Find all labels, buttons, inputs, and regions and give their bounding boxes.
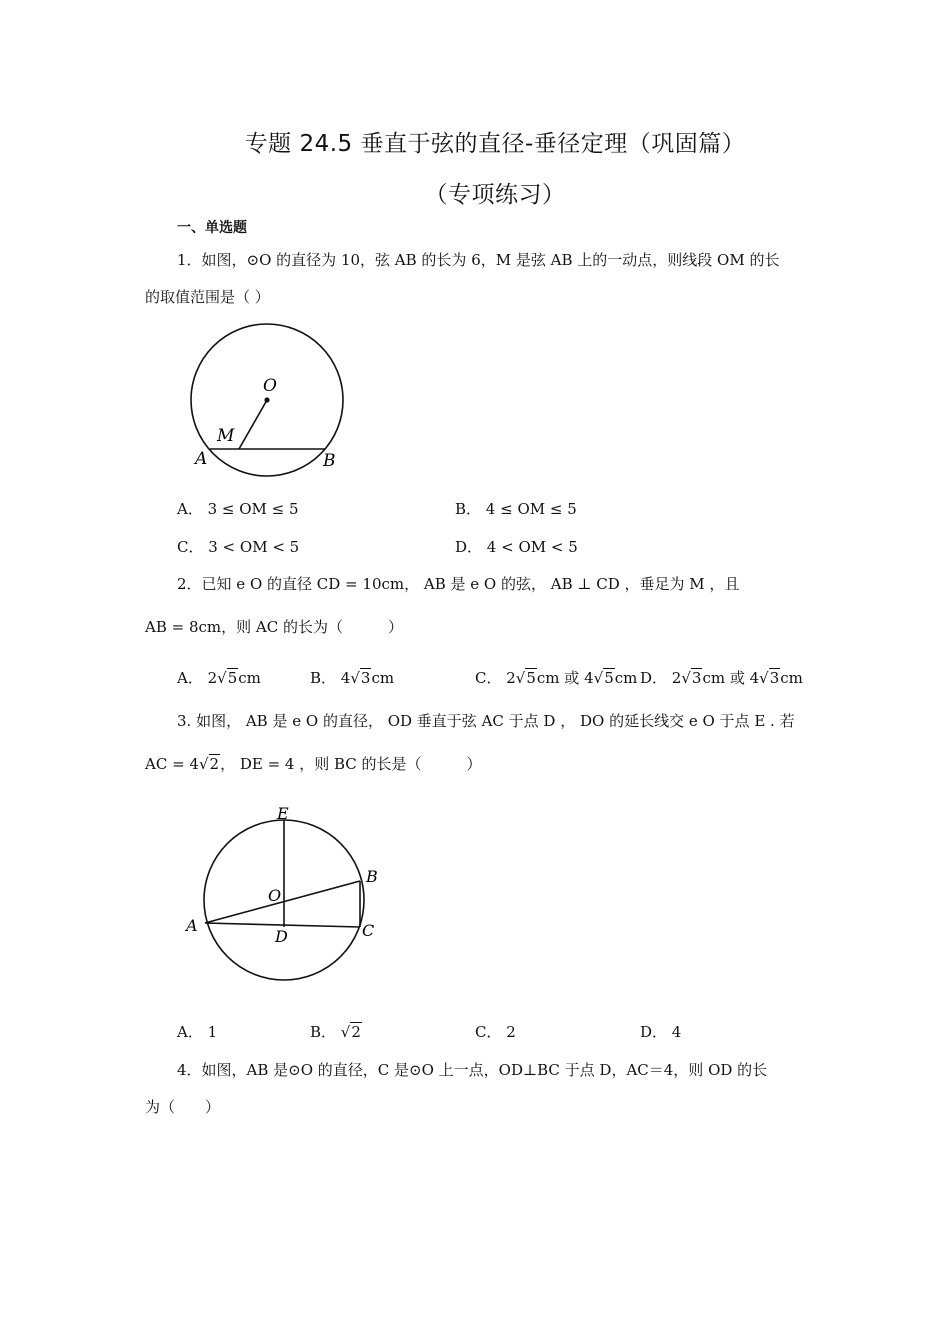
- q1-option-b[interactable]: B． 4 ≤ OM ≤ 5: [455, 500, 577, 518]
- sqrt-symbol: √5: [515, 669, 536, 687]
- q2-option-c[interactable]: [475, 667, 637, 688]
- q2-option-b-suffix: cm: [371, 669, 395, 687]
- q2-option-a-prefix: A． 2: [177, 669, 218, 687]
- sqrt-symbol: √5: [593, 669, 614, 687]
- q3-option-d[interactable]: D． 4: [640, 1023, 682, 1041]
- q2-stem-line2: AB = 8cm，则 AC 的长为（ ）: [145, 618, 403, 636]
- q3-stem-line2-prefix: AC = 4: [145, 755, 199, 773]
- q2-option-c-radicand2: 5: [604, 669, 614, 687]
- q2-option-b-prefix: B． 4: [310, 669, 351, 687]
- q2-option-c-suffix: cm: [614, 669, 638, 687]
- q2-option-d-prefix: D． 2: [640, 669, 682, 687]
- q4-stem-line1: 4．如图，AB 是⊙O 的直径，C 是⊙O 上一点，OD⊥BC 于点 D，AC＝4，则 OD 的长: [177, 1061, 768, 1079]
- document-subtitle: （专项练习）: [424, 182, 566, 208]
- q3-option-a[interactable]: A． 1: [177, 1023, 218, 1041]
- q3-option-b-radicand: 2: [351, 1023, 361, 1041]
- q3-label-e: E: [277, 804, 289, 823]
- q1-stem-line2: 的取值范围是（ ）: [145, 288, 270, 306]
- q2-option-d[interactable]: [640, 667, 803, 688]
- q3-label-c: C: [362, 921, 375, 940]
- q1-label-m: M: [217, 426, 235, 446]
- q1-option-c[interactable]: C． 3 < OM < 5: [177, 538, 300, 556]
- sqrt-symbol: √3: [759, 669, 780, 687]
- q2-option-a[interactable]: [177, 667, 261, 688]
- q1-option-a[interactable]: A． 3 ≤ OM ≤ 5: [177, 500, 299, 518]
- q2-option-d-mid: cm 或 4: [702, 669, 760, 687]
- q1-label-b: B: [323, 451, 336, 471]
- q1-label-o: O: [263, 376, 277, 396]
- q2-option-a-suffix: cm: [238, 669, 261, 687]
- q1-segment-om: [239, 400, 267, 449]
- q3-label-o: O: [268, 886, 282, 905]
- sqrt-symbol: √2: [198, 755, 220, 773]
- q1-figure: [185, 318, 355, 478]
- q2-option-b-radicand: 3: [360, 669, 371, 687]
- section-heading: 一、单选题: [177, 220, 247, 236]
- q2-option-d-radicand2: 3: [769, 669, 780, 687]
- q1-stem-line1: 1．如图，⊙O 的直径为 10，弦 AB 的长为 6，M 是弦 AB 上的一动点，则线段 OM 的长: [177, 251, 780, 269]
- q1-label-a: A: [195, 449, 208, 469]
- q3-option-c[interactable]: C． 2: [475, 1023, 516, 1041]
- q2-option-c-radicand1: 5: [526, 669, 536, 687]
- q2-option-a-radicand: 5: [227, 669, 238, 687]
- q2-option-d-radicand1: 3: [691, 669, 702, 687]
- q2-stem-line1: 2．已知 e O 的直径 CD = 10cm， AB 是 e O 的弦， AB ⊥ CD ，垂足为 M ，且: [177, 575, 740, 593]
- sqrt-symbol: √2: [340, 1023, 361, 1041]
- q2-option-b[interactable]: [310, 667, 394, 688]
- document-title: 专题 24.5 垂直于弦的直径-垂径定理（巩固篇）: [244, 131, 746, 157]
- q3-option-b[interactable]: [310, 1021, 362, 1042]
- sqrt-symbol: √5: [217, 669, 238, 687]
- q1-option-d[interactable]: D． 4 < OM < 5: [455, 538, 578, 556]
- q3-label-d: D: [275, 927, 288, 946]
- q3-stem-line2-suffix: ， DE = 4 ，则 BC 的长是（ ）: [220, 755, 482, 773]
- q3-stem-radicand: 2: [209, 755, 220, 773]
- q3-option-b-prefix: B．: [310, 1023, 341, 1041]
- q3-diameter-ab: [205, 881, 360, 923]
- q2-option-c-mid: cm 或 4: [536, 669, 594, 687]
- sqrt-symbol: √3: [350, 669, 371, 687]
- q3-figure: [180, 800, 390, 990]
- q3-stem-line1: 3. 如图， AB 是 e O 的直径， OD 垂直于弦 AC 于点 D ， DO 的延长线交 e O 于点 E . 若: [177, 712, 795, 730]
- q4-stem-line2: 为（ ）: [145, 1098, 221, 1116]
- q1-center-dot: [264, 397, 269, 402]
- q2-option-d-suffix: cm: [780, 669, 803, 687]
- q3-stem-line2: [145, 753, 482, 774]
- q3-label-a: A: [186, 916, 198, 935]
- q3-label-b: B: [366, 867, 378, 886]
- sqrt-symbol: √3: [681, 669, 702, 687]
- q2-option-c-prefix: C． 2: [475, 669, 516, 687]
